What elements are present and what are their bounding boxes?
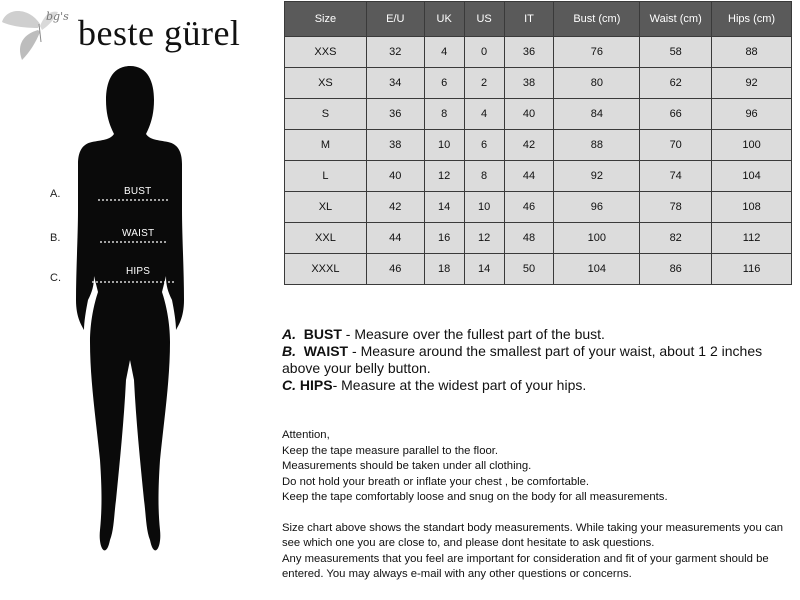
table-cell: 8 (424, 99, 464, 130)
table-cell: 48 (504, 223, 554, 254)
bust-label: BUST (124, 186, 152, 197)
definition-term: BUST (303, 326, 342, 342)
table-cell: 42 (504, 130, 554, 161)
attention-line: Keep the tape comfortably loose and snug on the body for all measurements. (282, 491, 668, 503)
column-header: IT (504, 2, 554, 37)
hips-letter: C. (50, 272, 61, 284)
table-cell: 88 (554, 130, 640, 161)
column-header: Hips (cm) (712, 2, 792, 37)
table-cell: 116 (712, 254, 792, 285)
table-cell: 14 (464, 254, 504, 285)
definition-letter: A. (282, 326, 296, 342)
table-cell: XXXL (285, 254, 367, 285)
size-chart-table (284, 1, 792, 285)
table-cell: 104 (712, 161, 792, 192)
table-cell: 36 (504, 37, 554, 68)
body-silhouette (40, 60, 220, 600)
table-cell: 42 (366, 192, 424, 223)
table-cell: M (285, 130, 367, 161)
brand-signature: bg's (46, 10, 69, 23)
table-cell: 6 (464, 130, 504, 161)
waist-label: WAIST (122, 228, 155, 239)
table-cell: XXS (285, 37, 367, 68)
table-cell: 6 (424, 68, 464, 99)
table-cell: 112 (712, 223, 792, 254)
table-cell: 104 (554, 254, 640, 285)
table-cell: 84 (554, 99, 640, 130)
table-cell: 80 (554, 68, 640, 99)
table-cell: L (285, 161, 367, 192)
table-row (285, 37, 792, 68)
table-cell: 92 (554, 161, 640, 192)
definition-letter: B. (282, 343, 296, 359)
definition-hips (282, 377, 792, 394)
definition-term: HIPS (299, 377, 333, 393)
silhouette-illustration (40, 60, 220, 600)
table-cell: 16 (424, 223, 464, 254)
table-cell: 46 (366, 254, 424, 285)
table-cell: 92 (712, 68, 792, 99)
table-cell: XS (285, 68, 367, 99)
brand-name: beste gürel (78, 13, 241, 53)
bust-letter: A. (50, 188, 61, 200)
table-cell: 44 (366, 223, 424, 254)
table-cell: 40 (504, 99, 554, 130)
table-cell: 82 (640, 223, 712, 254)
attention-line: Do not hold your breath or inflate your chest , be comfortable. (282, 475, 590, 488)
table-cell: 62 (640, 68, 712, 99)
table-header-row (285, 2, 792, 37)
table-cell: 18 (424, 254, 464, 285)
definition-bust (282, 326, 792, 343)
definition-text: - Measure over the fullest part of the bust. (341, 326, 605, 342)
table-cell: 74 (640, 161, 712, 192)
size-chart-note: Size chart above shows the standart body measurements. While taking your measurements you can see which one you are close to, and please dont hesitate to ask questions. (282, 521, 784, 549)
attention-line: Measurements should be taken under all clothing. (282, 460, 532, 472)
table-row (285, 161, 792, 192)
table-cell: 40 (366, 161, 424, 192)
column-header: E/U (366, 2, 424, 37)
table-row (285, 99, 792, 130)
table-row (285, 130, 792, 161)
table-cell: 10 (464, 192, 504, 223)
table-row (285, 254, 792, 285)
table-cell: 14 (424, 192, 464, 223)
table-cell: 58 (640, 37, 712, 68)
table-cell: 38 (504, 68, 554, 99)
definition-waist (282, 343, 792, 377)
table-row (285, 192, 792, 223)
table-cell: 100 (554, 223, 640, 254)
table-cell: 2 (464, 68, 504, 99)
table-cell: 88 (712, 37, 792, 68)
attention-line: Keep the tape measure parallel to the floor. (282, 444, 499, 457)
table-cell: XL (285, 192, 367, 223)
column-header: US (464, 2, 504, 37)
column-header: UK (424, 2, 464, 37)
table-cell: 96 (712, 99, 792, 130)
attention-notes (282, 428, 792, 583)
table-cell: 44 (504, 161, 554, 192)
table-cell: 46 (504, 192, 554, 223)
table-cell: 0 (464, 37, 504, 68)
table-cell: S (285, 99, 367, 130)
measurement-definitions (282, 326, 792, 394)
table-cell: 96 (554, 192, 640, 223)
table-cell: 4 (464, 99, 504, 130)
table-cell: 86 (640, 254, 712, 285)
definition-letter: C. (282, 377, 296, 393)
table-cell: 34 (366, 68, 424, 99)
table-cell: 66 (640, 99, 712, 130)
definition-text: - Measure around the smallest part of your waist, about 1 2 inches above your belly button. (282, 343, 763, 376)
column-header: Waist (cm) (640, 2, 712, 37)
table-cell: 108 (712, 192, 792, 223)
table-cell: XXL (285, 223, 367, 254)
table-cell: 50 (504, 254, 554, 285)
table-cell: 12 (464, 223, 504, 254)
definition-text: - Measure at the widest part of your hips. (332, 377, 587, 393)
attention-line: Attention, (282, 429, 330, 441)
table-cell: 100 (712, 130, 792, 161)
table-cell: 10 (424, 130, 464, 161)
table-cell: 12 (424, 161, 464, 192)
table-cell: 76 (554, 37, 640, 68)
table-cell: 36 (366, 99, 424, 130)
table-cell: 78 (640, 192, 712, 223)
size-chart-note: Any measurements that you feel are important for consideration and fit of your garment should be entered. You may always e-mail with any other questions or concerns. (282, 552, 769, 580)
waist-letter: B. (50, 232, 61, 244)
hips-label: HIPS (126, 266, 151, 277)
table-cell: 8 (464, 161, 504, 192)
table-cell: 32 (366, 37, 424, 68)
table-row (285, 223, 792, 254)
definition-term: WAIST (303, 343, 349, 359)
table-cell: 38 (366, 130, 424, 161)
table-cell: 4 (424, 37, 464, 68)
column-header: Size (285, 2, 367, 37)
table-row (285, 68, 792, 99)
table-cell: 70 (640, 130, 712, 161)
column-header: Bust (cm) (554, 2, 640, 37)
